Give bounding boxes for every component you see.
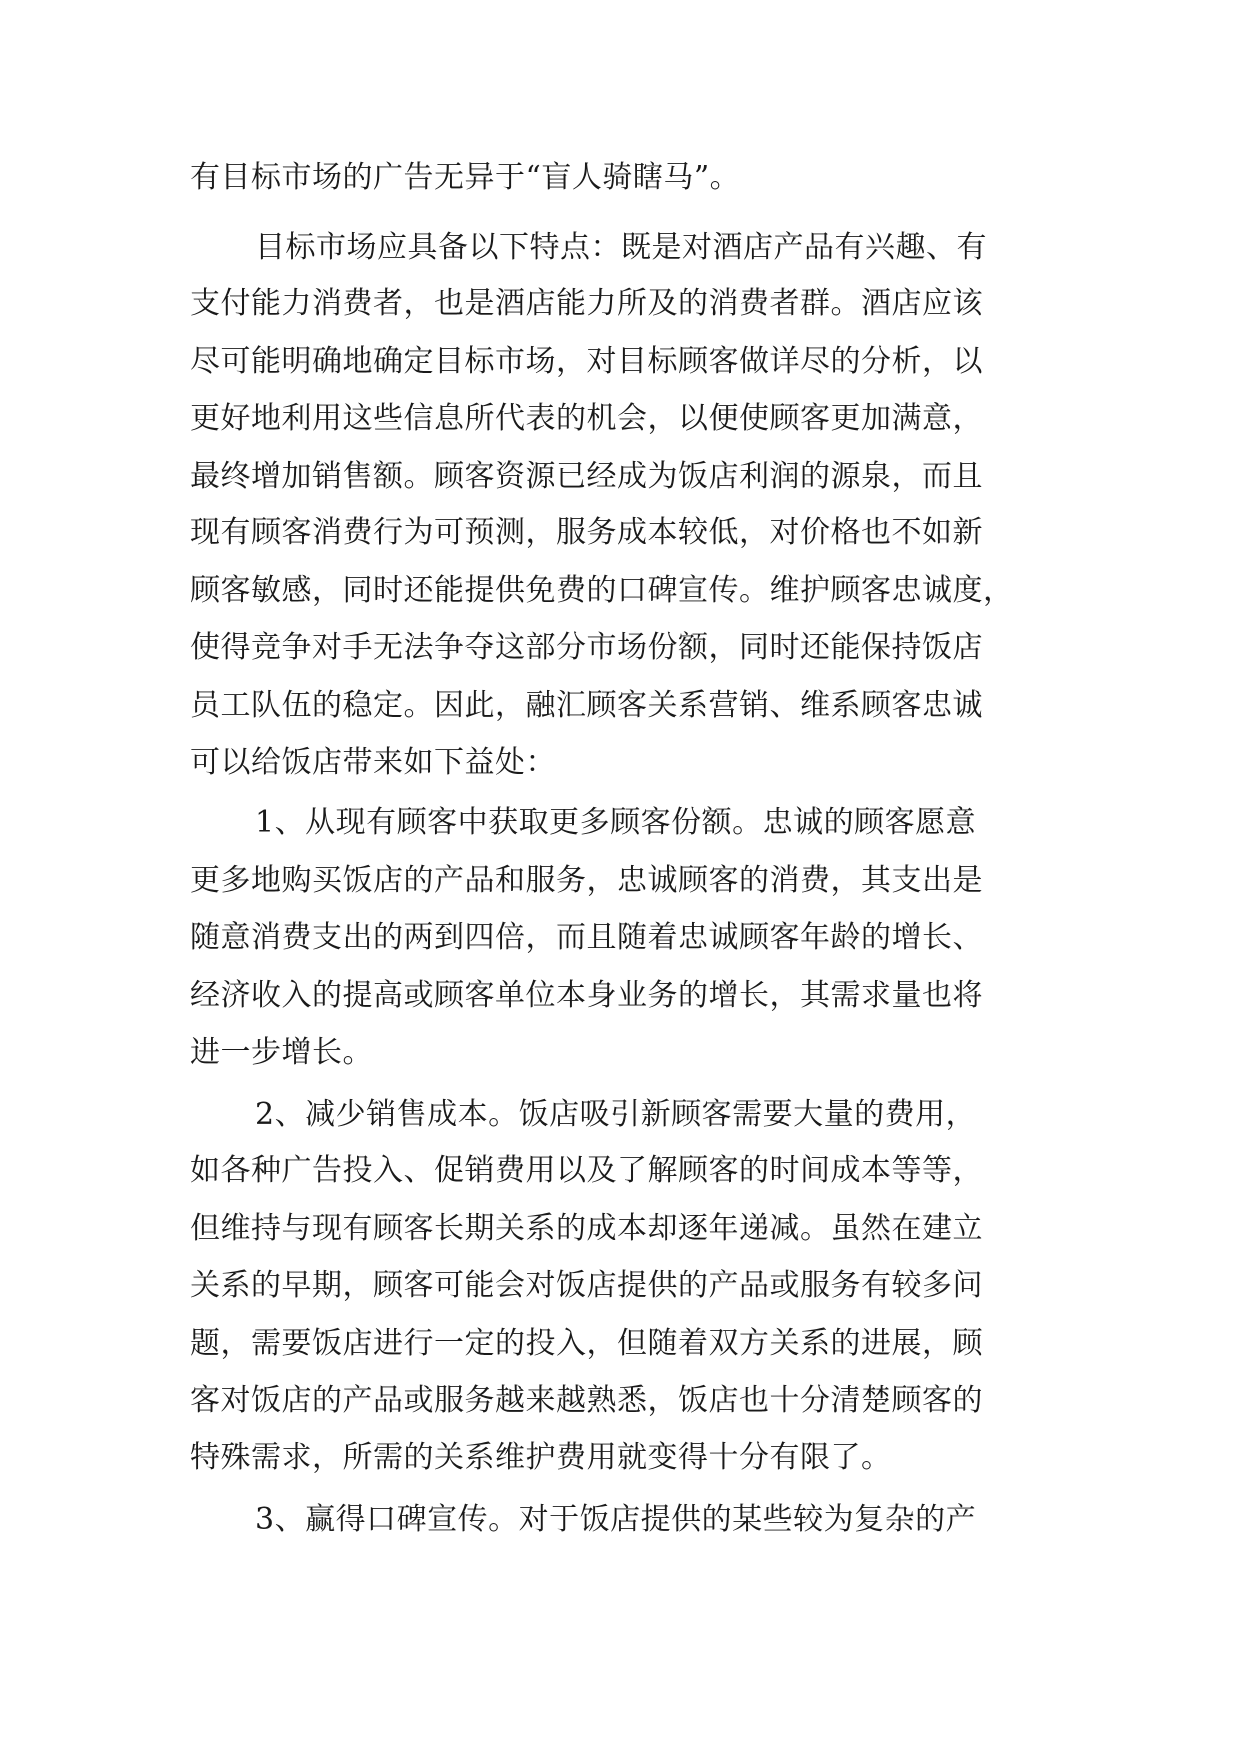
text-line-22: 客对饭店的产品或服务越来越熟悉，饭店也十分清楚顾客的 (190, 1383, 983, 1418)
text-line-15: 经济收入的提高或顾客单位本身业务的增长，其需求量也将 (190, 978, 983, 1013)
text-line-1: 有目标市场的广告无异于“盲人骑瞎马”。 (190, 160, 741, 195)
text-line-19: 但维持与现有顾客长期关系的成本却逐年递减。虽然在建立 (190, 1211, 983, 1246)
text-line-9: 使得竞争对手无法争夺这部分市场份额，同时还能保持饭店 (190, 630, 983, 665)
text-line-5: 更好地利用这些信息所代表的机会，以便使顾客更加满意， (190, 401, 983, 436)
text-line-11: 可以给饭店带来如下益处： (190, 745, 556, 780)
text-line-2: 目标市场应具备以下特点：既是对酒店产品有兴趣、有 (255, 230, 987, 265)
text-line-24: 3、赢得口碑宣传。对于饭店提供的某些较为复杂的产 (255, 1502, 977, 1537)
text-line-14: 随意消费支出的两到四倍，而且随着忠诚顾客年龄的增长、 (190, 920, 983, 955)
text-line-18: 如各种广告投入、促销费用以及了解顾客的时间成本等等， (190, 1153, 983, 1188)
text-line-8: 顾客敏感，同时还能提供免费的口碑宣传。维护顾客忠诚度， (190, 573, 1014, 608)
text-line-20: 关系的早期，顾客可能会对饭店提供的产品或服务有较多问 (190, 1268, 983, 1303)
text-line-21: 题，需要饭店进行一定的投入，但随着双方关系的进展，顾 (190, 1326, 983, 1361)
text-line-3: 支付能力消费者，也是酒店能力所及的消费者群。酒店应该 (190, 286, 983, 321)
text-line-23: 特殊需求，所需的关系维护费用就变得十分有限了。 (190, 1440, 892, 1475)
text-line-7: 现有顾客消费行为可预测，服务成本较低，对价格也不如新 (190, 515, 983, 550)
text-line-16: 进一步增长。 (190, 1035, 373, 1070)
text-line-13: 更多地购买饭店的产品和服务，忠诚顾客的消费，其支出是 (190, 863, 983, 898)
text-line-4: 尽可能明确地确定目标市场，对目标顾客做详尽的分析，以 (190, 344, 983, 379)
text-line-17: 2、减少销售成本。饭店吸引新顾客需要大量的费用， (255, 1097, 977, 1132)
text-line-6: 最终增加销售额。顾客资源已经成为饭店利润的源泉，而且 (190, 459, 983, 494)
text-line-12: 1、从现有顾客中获取更多顾客份额。忠诚的顾客愿意 (255, 805, 977, 840)
text-line-10: 员工队伍的稳定。因此，融汇顾客关系营销、维系顾客忠诚 (190, 688, 983, 723)
